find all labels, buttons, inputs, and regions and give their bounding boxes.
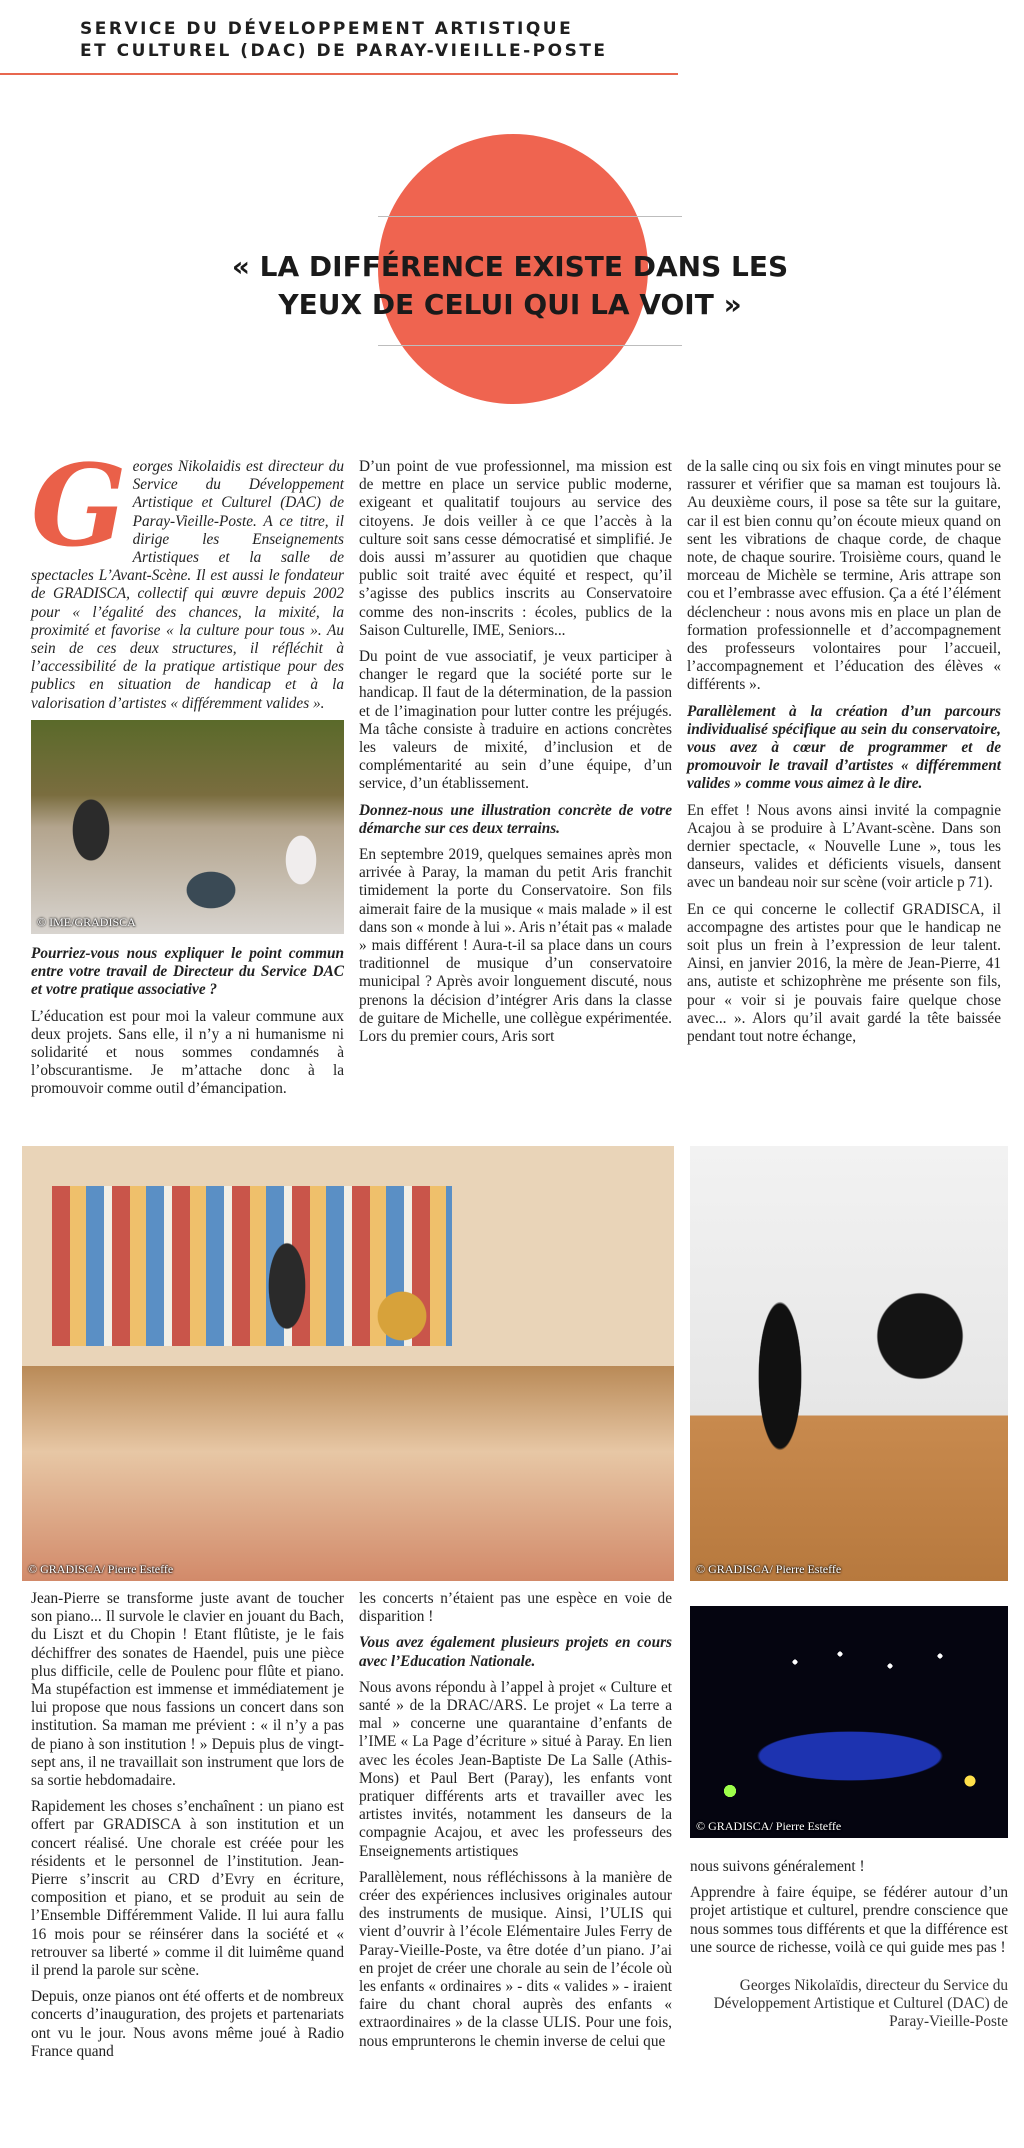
column-1 — [31, 441, 344, 721]
quote-rule-bottom — [378, 345, 682, 346]
answer-1: L’éducation est pour moi la valeur commune aux deux projets. Sans elle, il n’y a ni humanisme ni solidarité et nous sommes condamnés à l’obscurantisme. Je m’attache donc à la promouvoir comme outil d’émancipation. — [31, 1007, 344, 1098]
column-3 — [687, 458, 1001, 1054]
paragraph: En septembre 2019, quelques semaines après mon arrivée à Paray, la maman du petit Aris franchit timidement la porte du Conservatoire. Son fils aimerait faire de la musique « mais malade » il est dans son « monde à lui ». Aris n’était pas « malade » mais différent ! Aura-t-il sa place dans un cours traditionnel de musique d’un conservatoire municipal ? Après avoir longuement discuté, nous prenons la décision d’intégrer Aris dans la classe de guitare de Michelle, une collègue expérimentée. Lors du premier cours, Aris sort — [359, 846, 672, 1046]
paragraph: Parallèlement, nous réfléchissons à la manière de créer des expériences inclusives originales autour des instruments de musique. Ainsi, l’ULIS qui vient d’ouvrir à l’école Elémentaire Jules Ferry de Paray-Vieille-Poste, va être dotée d’un piano. J’ai en projet de créer une chorale au sein de l’école où les enfants « ordinaires » - dits « valides » - iraient faire du chant choral auprès des enfants « extraordinaires » de la classe ULIS. Pour une fois, nous emprunterons le chemin inverse de celui que — [359, 1868, 672, 2050]
quote-line-1: « LA DIFFÉRENCE EXISTE DANS LES — [231, 250, 789, 283]
question-2: Donnez-nous une illustration concrète de votre démarche sur ces deux terrains. — [359, 801, 672, 837]
header-rule — [0, 73, 678, 75]
photo-ime-concert — [31, 720, 344, 934]
header-line-2: ET CULTUREL (DAC) DE PARAY-VIEILLE-POSTE — [80, 41, 608, 61]
column-2 — [359, 458, 672, 1054]
paragraph: Depuis, onze pianos ont été offerts et de nombreux concerts d’inauguration, des projets et partenariats ont vu le jour. Nous avons même joué à Radio France quand — [31, 1988, 344, 2060]
pull-quote-title — [200, 248, 820, 324]
photo-credit: © GRADISCA/ Pierre Esteffe — [28, 1562, 174, 1576]
photo-credit: © GRADISCA/ Pierre Esteffe — [696, 1819, 842, 1833]
column-6 — [690, 1858, 1008, 2040]
photo-dance-stage — [690, 1606, 1008, 1838]
column-1-lower — [31, 945, 344, 1107]
paragraph: Rapidement les choses s’enchaînent : un piano est offert par GRADISCA à son institution et un concert réalisé. Une chorale est créée pour les résidents et le personnel de l’institution. Jean-Pierre s’inscrit au CRD d’Evry en écriture, composition et piano, et se produit au sein de l’Ensemble Différemment Valide. Il lui aura fallu 16 mois pour se réinsérer dans la société et « retrouver sa liberté » comme il dit luimême quand il prend la parole sur scène. — [31, 1798, 344, 1980]
paragraph: Nous avons répondu à l’appel à projet « Culture et santé » de la DRAC/ARS. Le projet « La terre a mal » concerne une quarantaine d’enfants de l’IME « La Page d’écriture » situé à Paray. En lien avec les écoles Jean-Baptiste De La Salle (Athis-Mons) et Paul Bert (Paray), les enfants vont pratiquer différents arts et travailler avec les artistes invités, notamment les danseurs de la compagnie Acajou, et avec les professeurs des Enseignements artistiques — [359, 1678, 672, 1860]
photo-floor — [22, 1366, 674, 1581]
question-1: Pourriez-vous nous expliquer le point commun entre votre travail de Directeur du Service DAC et votre pratique associative ? — [31, 945, 344, 999]
quote-rule-top — [378, 216, 682, 217]
paragraph: En ce qui concerne le collectif GRADISCA, il accompagne des artistes pour que le handicap ne soit plus un frein à l’expression de leur talent. Ainsi, en janvier 2016, la mère de Jean-Pierre, 41 ans, autiste et schizophrène me présente son fils, pour « voir si je pouvais faire quelque chose avec... ». Alors qu’il avait gardé la tête baissée pendant tout notre échange, — [687, 900, 1001, 1046]
section-header — [80, 18, 608, 62]
photo-flute-piano — [690, 1146, 1008, 1581]
paragraph: Du point de vue associatif, je veux participer à changer le regard que la société porte sur le handicap. Il faut de la détermination, de la passion et de l’imagination pour lutter contre les préjugés. Ma tâche consiste à traduire en actions concrètes les valeurs de mixité, d’inclusion et de complémentarité au sein d’une équipe, d’un service, d’un établissement. — [359, 648, 672, 793]
header-line-1: SERVICE DU DÉVELOPPEMENT ARTISTIQUE — [80, 19, 574, 39]
intro-text: eorges Nikolaidis est directeur du Service du Développement Artistique et Culturel (DAC) de Paray-Vieille-Poste. A ce titre, il dirige les Enseignements Artistiques et la salle de spectacles L’Avant-Scène. Il est aussi le fondateur de GRADISCA, collectif qui œuvre depuis 2002 pour « l’égalité des chances, la mixité, la proximité et favorise « la culture pour tous ». Au sein de ces deux structures, il réfléchit à l’accessibilité de la pratique artistique pour des publics en situation de handicap et à la valorisation d’artistes « différemment valides ». — [31, 458, 344, 712]
author-signature: Georges Nikolaïdis, directeur du Service du Développement Artistique et Culturel (DAC) de Paray-Vieille-Poste — [713, 1977, 1008, 2031]
paragraph: les concerts n’étaient pas une espèce en voie de disparition ! — [359, 1590, 672, 1626]
question-3: Parallèlement à la création d’un parcours individualisé spécifique au sein du conservatoire, vous avez à cœur de programmer et de promouvoir le travail d’artistes « différemment valides » comme vous aimez à le dire. — [687, 702, 1001, 793]
photo-credit: © GRADISCA/ Pierre Esteffe — [696, 1562, 842, 1576]
drop-cap: G — [31, 441, 127, 572]
quote-line-2: YEUX DE CELUI QUI LA VOIT » — [278, 288, 742, 321]
paragraph: D’un point de vue professionnel, ma mission est de mettre en place un service public moderne, exigeant et qualitatif toujours au service des citoyens. Je dois veiller à ce que l’accès à la culture soit sans cesse démocratisé et simplifié. Je dois aussi m’assurer au quotidien que chaque public soit traité avec équité et respect, qu’il s’agisse des publics inscrits au Conservatoire comme des non-inscrits : écoles, publics de la Saison Culturelle, IME, Seniors... — [359, 458, 672, 639]
photo-credit: © IME/GRADISCA — [37, 915, 136, 929]
column-4 — [31, 1590, 344, 2069]
photo-children-harp — [22, 1146, 674, 1581]
paragraph: nous suivons généralement ! — [690, 1858, 865, 1875]
question-4: Vous avez également plusieurs projets en cours avec l’Education Nationale. — [359, 1634, 672, 1670]
paragraph: Jean-Pierre se transforme juste avant de toucher son piano... Il survole le clavier en jouant du Bach, du Liszt et du Chopin ! Etant flûtiste, je le fais déchiffrer des sonates de Haendel, puis une pièce plus difficile, celle de Poulenc pour flûte et piano. Ma stupéfaction est immense et immédiatement je lui propose que nous fassions un concert dans son institution. Sa maman me prévient : « il n’y a pas de piano à son institution ! » Depuis plus de vingt-sept ans, il ne travaillait son instrument que lors de sa sortie hebdomadaire. — [31, 1590, 344, 1790]
column-5 — [359, 1590, 672, 2059]
paragraph: Apprendre à faire équipe, se fédérer autour d’un projet artistique et culturel, prendre conscience que nous sommes tous différents et que la différence est une source de richesse, voilà ce qui guide mes pas ! — [690, 1884, 1008, 1956]
paragraph: de la salle cinq ou six fois en vingt minutes pour se rassurer et vérifier que sa maman est toujours là. Au deuxième cours, il pose sa tête sur la guitare, car il est bien connu qu’on écoute mieux quand on sent les vibrations de chaque corde, de chaque note, de chaque sourire. Troisième cours, quand le morceau de Michèle se termine, Aris attrape son cou et l’embrasse avec effusion. Ça a été l’élément déclencheur : nous avons mis en place un plan de formation professionnelle et d’accompagnement des professeurs volontaires pour l’accueil, l’accompagnement et l’éducation des élèves « différents ». — [687, 458, 1001, 694]
intro-paragraph — [31, 441, 344, 713]
paragraph: En effet ! Nous avons ainsi invité la compagnie Acajou à se produire à L’Avant-scène. Dans son dernier spectacle, « Nouvelle Lune », tous les danseurs, valides et déficients visuels, dansent avec un bandeau noir sur scène (voir article p 71). — [687, 801, 1001, 892]
